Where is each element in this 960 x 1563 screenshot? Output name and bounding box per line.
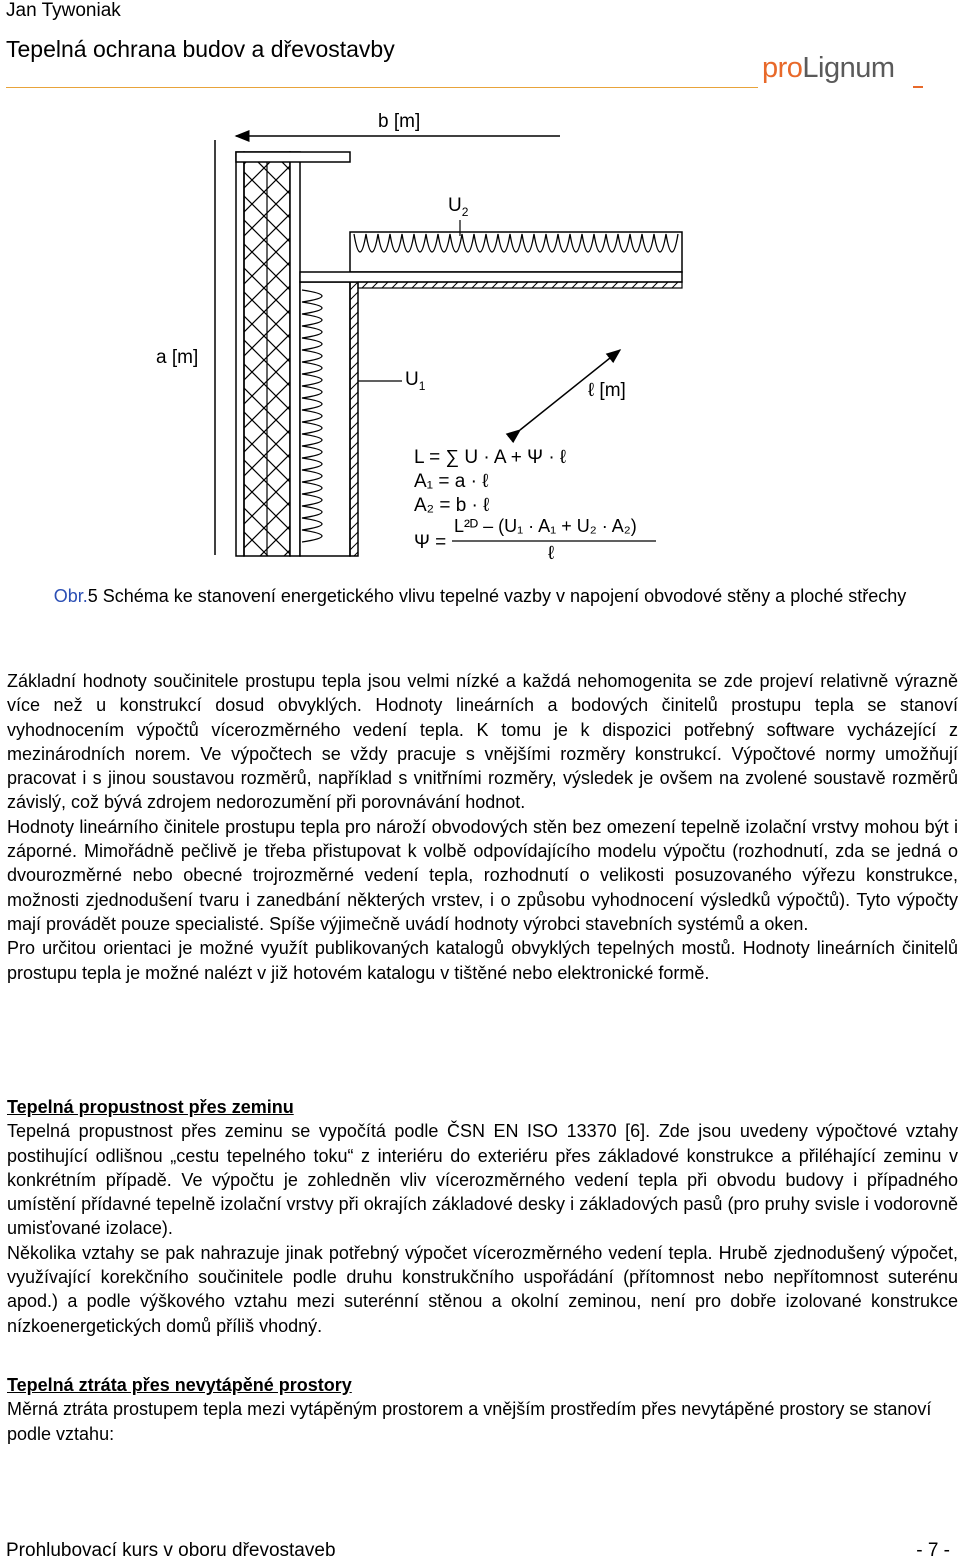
label-u2-sub: 2 xyxy=(461,205,469,219)
section-heading: Tepelná propustnost přes zeminu xyxy=(7,1097,294,1117)
header-rule xyxy=(6,87,758,88)
header-author: Jan Tywoniak xyxy=(6,0,121,21)
roof-beam xyxy=(300,272,682,282)
label-u1-main: U xyxy=(405,369,419,390)
label-u2 xyxy=(448,195,469,219)
paragraph: Základní hodnoty součinitele prostupu tepla jsou velmi nízké a každá nehomogenita se zde projeví relativně výrazně více než u konstrukcí dosud obvyklých. Hodnoty lineárních a bodových činitelů prostupu tepla se stanoví vyhodnocením výpočtů vícerozměrného vedení tepla. K tomu je k dispozici potřebný software vycházející z mezinárodních norem. Ve výpočtech se vždy pracuje s vnějšími rozměry konstrukcí. Výpočtové normy umožňují pracovat i s jinou soustavou rozměrů, například s vnitřními rozměry, výsledek je ovšem na zvolené soustavě rozměrů závislý, což bývá zdrojem nedorozumění při porovnávání hodnot. xyxy=(7,671,958,813)
paragraph: Tepelná propustnost přes zeminu se vypočítá podle ČSN EN ISO 13370 [6]. Zde jsou uvedeny výpočtové vztahy postihující odlišnou „cestu tepelného toku“ z interiéru do exteriéru přes základové konstrukce a přiléhající zeminu v konkrétním případě. Ve výpočtu je zohledněn vliv vícerozměrného vedení tepla při obvodu budovy i případného umístění přídavné tepelně izolační vrstvy při okrajích základové desky i základových pasů (pro pruhy svisle i vodorovně umisťované izolace). xyxy=(7,1121,958,1239)
wall-frame xyxy=(290,152,300,556)
figure-caption xyxy=(0,584,960,609)
formula-A2: A₂ = b · ℓ xyxy=(414,495,490,516)
wall-insulation xyxy=(300,282,350,556)
section-unheated-spaces xyxy=(7,1373,958,1446)
parapet-cap xyxy=(236,152,350,162)
roof-ceiling xyxy=(358,282,682,288)
formula-psi-numerator: L²ᴰ – (U₁ · A₁ + U₂ · A₂) xyxy=(454,516,637,536)
footer-course: Prohlubovací kurs v oboru dřevostaveb xyxy=(6,1540,336,1561)
logo-part-lignum: Lignum xyxy=(802,52,895,84)
page-footer xyxy=(6,1540,954,1562)
formula-L: L = ∑ U · A + Ψ · ℓ xyxy=(414,447,567,468)
prolignum-logo xyxy=(762,52,895,85)
paragraph: Několika vztahy se pak nahrazuje jinak potřebný výpočet vícerozměrného vedení tepla. Hrubě zjednodušený výpočet, využívající korekčního součinitele podle druhu konstrukčního uspořádání (přítomnost nebo nepřítomnost suterénu apod.) a podle výškového vztahu mezi suterénní stěnou a okolní zeminou, není pro dobře izolované konstrukce nízkoenergetických domů příliš vhodný. xyxy=(7,1242,958,1336)
logo-part-pro: pro xyxy=(762,52,803,84)
wall-cladding xyxy=(236,152,244,556)
caption-prefix: Obr. xyxy=(53,586,88,606)
section-thermal-bridges xyxy=(7,669,958,985)
paragraph: Měrná ztráta prostupem tepla mezi vytápěným prostorem a vnějším prostředím přes nevytápěné prostory se stanoví podle vztahu: xyxy=(7,1399,932,1444)
label-a: a [m] xyxy=(156,347,199,368)
label-u2-main: U xyxy=(448,195,462,216)
formula-A1: A₁ = a · ℓ xyxy=(414,471,489,492)
paragraph: Pro určitou orientaci je možné využít publikovaných katalogů obvyklých tepelných mostů. Hodnoty lineárních činitelů prostupu tepla je možné nalézt v již hotovém katalogu v tištěné nebo elektronické formě. xyxy=(7,938,958,983)
formula-psi-denominator: ℓ xyxy=(548,543,555,560)
label-b: b [m] xyxy=(378,111,421,132)
page-number: - 7 - xyxy=(916,1540,950,1561)
header-title: Tepelná ochrana budov a dřevostavby xyxy=(6,36,395,62)
label-u1-sub: 1 xyxy=(418,379,426,393)
logo-underline xyxy=(913,86,923,88)
section-ground-heat-transfer xyxy=(7,1095,958,1338)
label-l: ℓ [m] xyxy=(588,380,626,401)
section-heading: Tepelná ztráta přes nevytápěné prostory xyxy=(7,1375,352,1395)
wall-inner-lining xyxy=(350,282,358,556)
caption-text: 5 Schéma ke stanovení energetického vlivu tepelné vazby v napojení obvodové stěny a ploché střechy xyxy=(87,586,907,606)
label-u1 xyxy=(405,369,426,393)
formula-psi-lhs: Ψ = xyxy=(414,532,447,553)
thermal-bridge-diagram xyxy=(0,95,960,560)
paragraph: Hodnoty lineárního činitele prostupu tepla pro nároží obvodových stěn bez omezení tepelně izolační vrstvy mohou být i záporné. Mimořádně pečlivě je třeba přistupovat k volbě odpovídajícího modelu výpočtu (rozhodnutí, zda se jedná o dvourozměrné nebo obecné trojrozměrné vedení tepla, rozhodnutí o velikosti posuzovaného výřezu konstrukce, možnosti zjednodušení tvaru i zanedbání některých vrstev, i o způsobu vyhodnocení výsledků výpočtů). Tyto výpočty mají provádět pouze specialisté. Spíše výjimečně uvádí hodnoty výrobci stavebních systémů a oken. xyxy=(7,816,958,934)
